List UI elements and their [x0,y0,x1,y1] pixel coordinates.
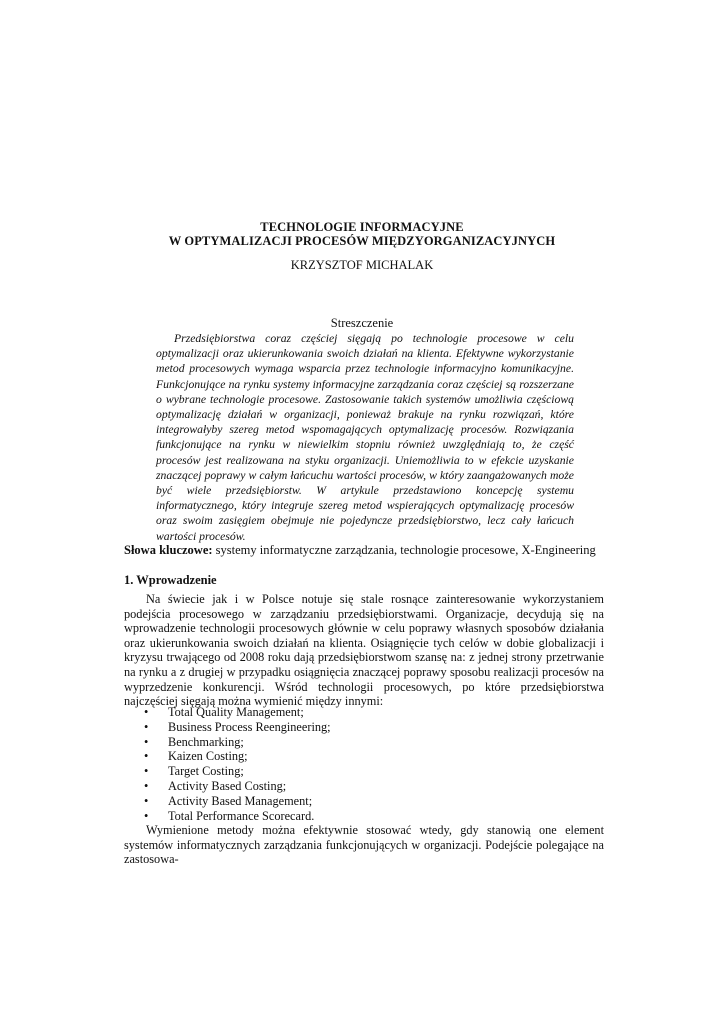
author-name: KRZYSZTOF MICHALAK [290,258,434,272]
list-item: • Activity Based Costing; [144,778,287,793]
list-item: • Business Process Reengineering; [144,719,331,734]
list-item: • Kaizen Costing; [144,749,248,764]
bullet-icon: • [144,778,149,793]
title-line-2: W OPTYMALIZACJI PROCESÓW MIĘDZYORGANIZACYJNYCH [168,234,556,248]
list-item: • Benchmarking; [144,734,244,749]
bullet-icon: • [144,705,149,719]
section-heading: 1. Wprowadzenie [124,573,217,587]
bullet-icon: • [144,764,149,779]
methods-list [124,705,604,823]
list-item: • Total Quality Management; [144,705,304,719]
list-item: • Target Costing; [144,764,244,779]
keywords-line [124,543,604,558]
list-item: • Total Performance Scorecard. [144,808,315,823]
bullet-icon: • [144,734,149,749]
abstract-heading: Streszczenie [330,316,394,330]
bullet-icon: • [144,719,149,734]
bullet-icon: • [144,749,149,764]
keywords-label: Słowa kluczowe: [124,543,213,557]
bullet-icon: • [144,793,149,808]
closing-paragraph: Wymienione metody można efektywnie stosować wtedy, gdy stanowią one element systemów informatycznych zarządzania funkcjonujących w organizacji. Podejście polegające na zastosowa- [124,823,604,867]
keywords-text: systemy informatyczne zarządzania, technologie procesowe, X-Engineering [215,543,596,557]
list-item: • Activity Based Management; [144,793,313,808]
abstract-text: Przedsiębiorstwa coraz częściej sięgają po technologie procesowe w celu optymalizacji oraz ukierunkowania swoich działań na klienta. Efektywne wykorzystanie metod procesowych wymaga wsparcia przez technologie informacyjno komunikacyjne. Funkcjonujące na rynku systemy informacyjne zarządzania coraz częściej są rozszerzane o wybrane technologie procesowe. Zastosowanie takich systemów umożliwia częściową optymalizację działań w organizacji, ponieważ brakuje na rynku rozwiązań, które integrowałyby szereg metod wspomagających optymalizację procesów. Rozwiązania funkcjonujące na rynku w niewielkim stopniu również uwzględniają to, że część procesów jest realizowana na styku organizacji. Uniemożliwia to w efekcie uzyskanie znaczącej poprawy w całym łańcuchu wartości procesów, w który zaangażowanych może być wiele przedsiębiorstw. W artykule przedstawiono koncepcję systemu informatycznego, który integruje szereg metod wspierających optymalizację procesów oraz swoim zasięgiem obejmuje nie pojedyncze przedsiębiorstwo, lecz cały łańcuch wartości procesów. [156,332,574,543]
title-line-1: TECHNOLOGIE INFORMACYJNE [260,220,464,234]
intro-paragraph: Na świecie jak i w Polsce notuje się stale rosnące zainteresowanie wykorzystaniem podejścia procesowego w zarządzaniu przedsiębiorstwami. Organizacje, decydują się na wprowadzenie technologii procesowych głównie w celu poprawy własnych sposobów działania oraz ukierunkowania swoich działań na klienta. Osiągnięcie tych celów w dobie globalizacji i kryzysu trwającego od 2008 roku dają przedsiębiorstwom szansę na: z jednej strony przetrwanie na rynku a z drugiej w przypadku osiągnięcia znaczącej poprawy sposobu realizacji procesów na wyprzedzenie konkurencji. Wśród technologii procesowych, po które przedsiębiorstwa najczęściej sięgają można wymienić między innymi: [124,592,604,709]
bullet-icon: • [144,808,149,823]
